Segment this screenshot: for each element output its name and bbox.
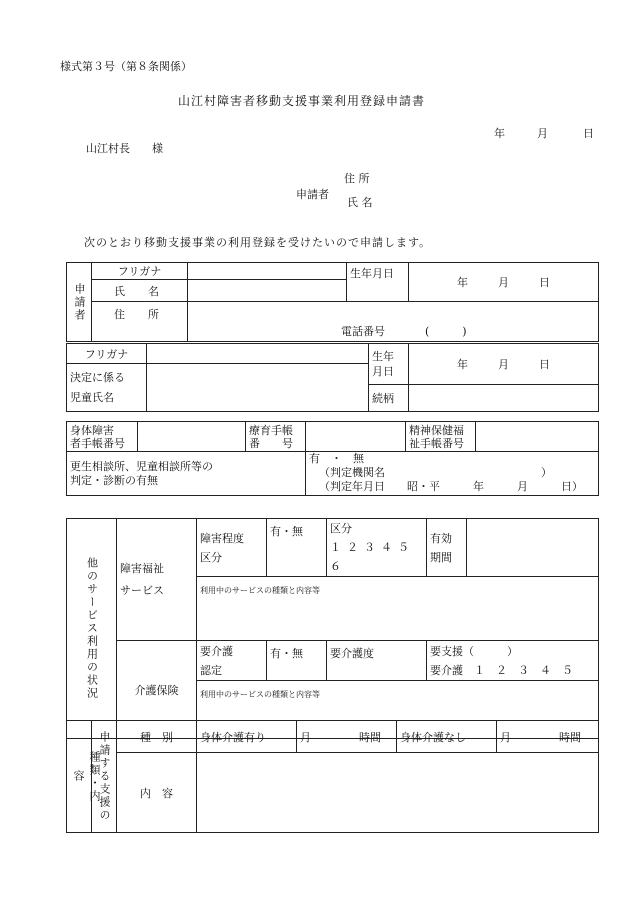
judge-date: （判定年月日 昭・平 年 月 日） xyxy=(319,480,583,493)
care-needed[interactable]: 要介護 １ ２ ３ ４ ５ xyxy=(430,663,573,677)
ryoiku-label-1: 療育手帳 xyxy=(249,423,293,437)
without-body-care-value[interactable] xyxy=(497,721,599,753)
name-value[interactable] xyxy=(188,280,347,302)
kind-content-label: 種類・内容 xyxy=(72,750,101,803)
welfare-label xyxy=(117,519,197,641)
phone-label: 電話番号 xyxy=(341,325,385,338)
dob-year: 年 xyxy=(457,276,468,289)
requested-support-table xyxy=(66,720,599,833)
care-level-value[interactable] xyxy=(427,641,599,681)
form-number: 様式第３号（第８条関係） xyxy=(60,60,192,73)
kind-content-cell xyxy=(67,721,101,833)
valid-period-label xyxy=(427,519,467,577)
content-label: 内 容 xyxy=(117,753,197,833)
child-table xyxy=(66,343,599,412)
without-body-care-label: 身体介護なし xyxy=(397,721,497,753)
with-hours: 時間 xyxy=(359,730,381,744)
date-day: 日 xyxy=(583,127,594,140)
support-needed[interactable]: 要支援（ ） xyxy=(430,644,518,658)
applicant-vertical-cell xyxy=(67,263,92,342)
child-dob-label xyxy=(369,344,409,385)
care-cert-2: 認定 xyxy=(200,663,222,677)
dob-value[interactable] xyxy=(409,263,599,302)
date-year: 年 xyxy=(494,127,505,140)
with-body-care-label: 身体介護有り xyxy=(197,721,297,753)
requested-label: 申請する支援の xyxy=(98,731,111,822)
child-dob-value[interactable] xyxy=(409,344,599,385)
welfare-services-in-use[interactable]: 利用中のサービスの種類と内容等 xyxy=(197,577,599,641)
furigana-value[interactable] xyxy=(188,263,347,280)
statement: 次のとおり移動支援事業の利用登録を受けたいので申請します。 xyxy=(84,236,432,249)
name-label: 氏 名 xyxy=(347,196,373,209)
phone-parens: ( ) xyxy=(425,325,467,338)
category-label: 区分 xyxy=(330,522,352,535)
disability-level-2: 区分 xyxy=(200,550,222,564)
child-name-value[interactable] xyxy=(147,364,369,412)
mental-value[interactable] xyxy=(476,422,599,452)
dob-month: 月 xyxy=(498,276,509,289)
disability-level-label xyxy=(197,519,267,577)
child-dob-label-1: 生年 xyxy=(372,350,394,363)
date-month: 月 xyxy=(537,127,548,140)
child-dob-day: 日 xyxy=(539,358,550,371)
welfare-label-1: 障害福祉 xyxy=(120,561,164,575)
furigana-label: フリガナ xyxy=(92,263,188,280)
care-level-label: 要介護度 xyxy=(327,641,427,681)
name-cell-label: 氏 名 xyxy=(92,280,188,302)
consult-label-1: 更生相談所、児童相談所等の xyxy=(70,459,213,473)
physical-label-1: 身体障害 xyxy=(70,423,114,437)
care-cert-1: 要介護 xyxy=(200,644,233,658)
child-furigana-label: フリガナ xyxy=(67,344,147,364)
ryoiku-value[interactable] xyxy=(306,422,406,452)
relation-value[interactable] xyxy=(409,385,599,412)
welfare-label-2: サービス xyxy=(120,583,164,597)
applicant-label: 申請者 xyxy=(296,188,329,201)
agency-close: ） xyxy=(541,466,552,479)
agency-line xyxy=(309,466,595,480)
disability-level-1: 障害程度 xyxy=(200,531,244,545)
content-value[interactable] xyxy=(197,753,599,833)
consult-label xyxy=(67,452,306,496)
ryoiku-label-2: 番 号 xyxy=(249,436,293,450)
dob-label: 生年月日 xyxy=(347,263,409,302)
address-cell-label: 住 所 xyxy=(92,302,188,342)
requested-cell xyxy=(92,721,117,833)
applicant-table xyxy=(66,262,599,342)
dob-day: 日 xyxy=(539,276,550,289)
agency-label: （判定機関名 xyxy=(319,466,385,479)
other-services-label: 他のサービス利用の状況 xyxy=(85,557,99,700)
addressee: 山江村長 様 xyxy=(86,142,163,155)
other-services-cell xyxy=(67,519,117,739)
relation-label: 続柄 xyxy=(369,385,409,412)
consult-label-2: 判定・診断の有無 xyxy=(70,473,158,487)
child-name-label xyxy=(67,364,147,412)
physical-label-2: 者手帳番号 xyxy=(70,436,125,450)
valid-period-2: 期間 xyxy=(430,550,452,564)
child-name-label-2: 児童氏名 xyxy=(70,390,114,404)
mental-label-2: 祉手帳番号 xyxy=(409,436,464,450)
address-value[interactable] xyxy=(188,302,599,342)
valid-period-value[interactable] xyxy=(467,519,599,577)
disability-yes-no[interactable]: 有・無 xyxy=(267,519,327,577)
without-hours: 時間 xyxy=(559,730,581,744)
care-insurance-label: 介護保険 xyxy=(117,641,197,739)
category-cell[interactable] xyxy=(327,519,427,577)
with-month: 月 xyxy=(300,730,311,744)
child-dob-month: 月 xyxy=(498,358,509,371)
category-numbers[interactable]: １２３４５６ xyxy=(330,541,415,573)
with-body-care-value[interactable] xyxy=(297,721,397,753)
mental-label xyxy=(406,422,476,452)
address-label: 住 所 xyxy=(344,172,370,185)
child-dob-label-2: 月日 xyxy=(372,365,394,378)
care-yes-no[interactable]: 有・無 xyxy=(267,641,327,681)
yes-no-choice[interactable]: 有 ・ 無 xyxy=(309,452,364,465)
child-furigana-value[interactable] xyxy=(147,344,369,364)
child-name-label-1: 決定に係る xyxy=(70,370,125,384)
ryoiku-label xyxy=(246,422,306,452)
care-cert-label xyxy=(197,641,267,681)
child-dob-year: 年 xyxy=(457,358,468,371)
mental-label-1: 精神保健福 xyxy=(409,423,464,437)
form-title: 山江村障害者移動支援事業利用登録申請書 xyxy=(178,94,426,108)
consult-value[interactable] xyxy=(306,452,599,496)
other-services-table xyxy=(66,518,599,739)
handbook-table xyxy=(66,421,599,496)
physical-value[interactable] xyxy=(138,422,246,452)
care-services-in-use[interactable]: 利用中のサービスの種類と内容等 xyxy=(197,681,599,739)
applicant-vertical: 申請者 xyxy=(73,282,86,322)
physical-label xyxy=(67,422,138,452)
without-month: 月 xyxy=(500,730,511,744)
valid-period-1: 有効 xyxy=(430,531,452,545)
type-label: 種 別 xyxy=(117,721,197,753)
